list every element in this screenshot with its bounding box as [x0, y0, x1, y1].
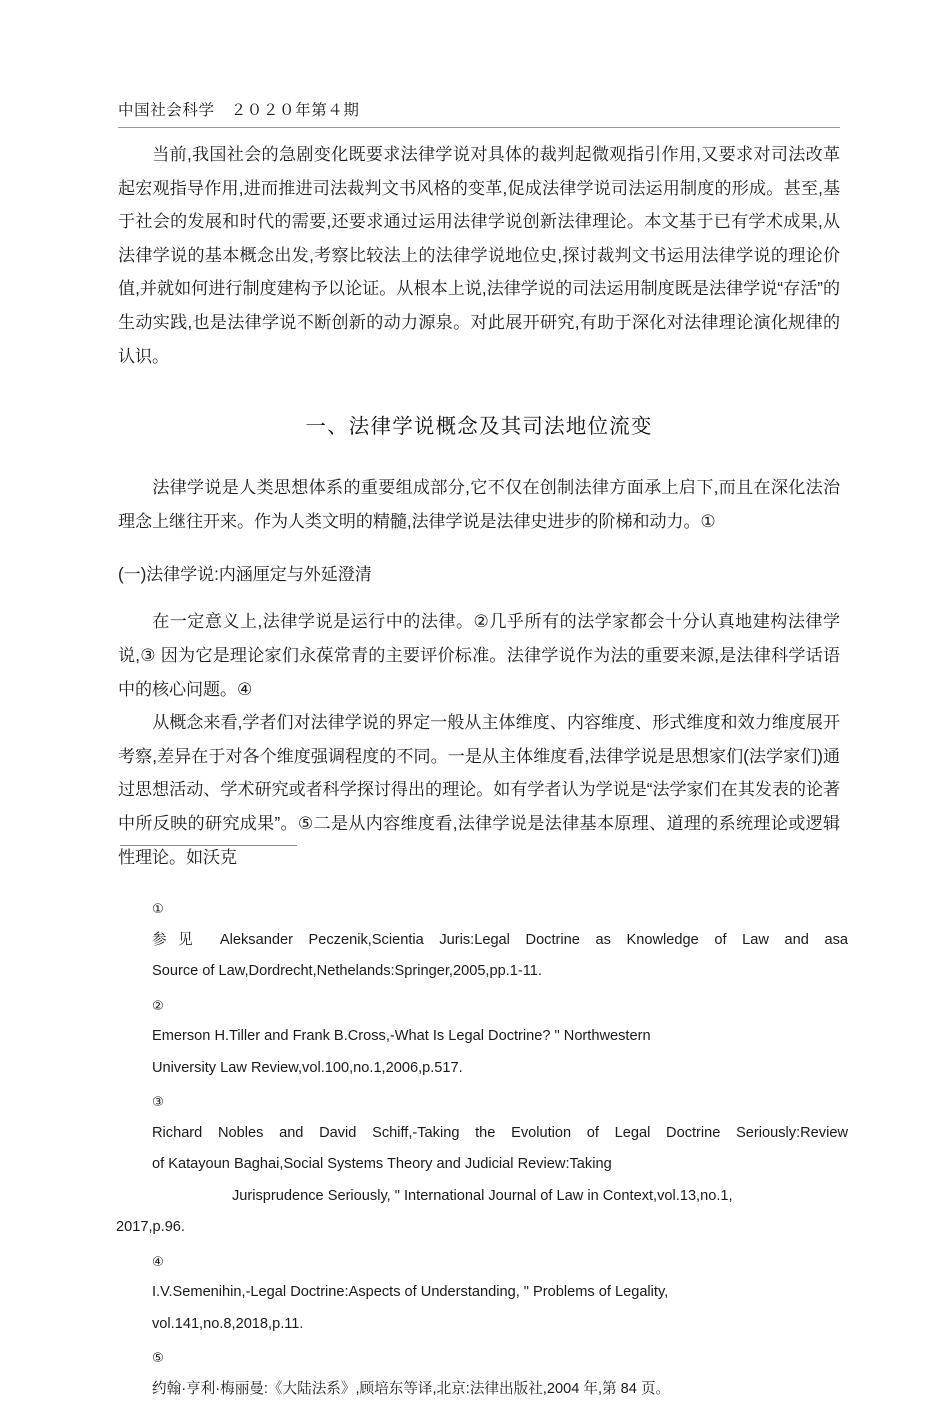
footnote-text [152, 997, 848, 1085]
footnote-text [152, 900, 848, 988]
footnote-item-3 [116, 1086, 848, 1244]
footnote-marker: ③ [152, 1094, 164, 1109]
footnote-marker: ② [152, 997, 164, 1013]
paragraph-dimensions: 从概念来看,学者们对法律学说的界定一般从主体维度、内容维度、形式维度和效力维度展开考察,差异在于对各个维度强调程度的不同。一是从主体维度看,法律学说是思想家们(法学家们)通过思想活动、学术研究或者科学探讨得出的理论。如有学者认为学说是“法学家们在其发表的论著中所反映的研究成果”。⑤二是从内容维度看,法律学说是法律基本原理、道理的系统理论或逻辑性理论。如沃克 [118, 713, 840, 867]
footnote-line: Source of Law,Dordrecht,Nethelands:Springer,2005,pp.1-11. [152, 963, 542, 979]
footnote-line: 约翰·亨利·梅丽曼:《大陆法系》,顾培东等译,北京:法律出版社,2004 年,第 84 页。 [152, 1380, 671, 1397]
footnote-marker: ⑤ [152, 1350, 164, 1365]
footnote-text [152, 1349, 848, 1405]
sub-heading-1-1: (一)法律学说:内涵厘定与外延澄清 [118, 565, 372, 585]
footnote-item-2 [152, 990, 848, 1085]
footnote-line: vol.141,no.8,2018,p.11. [152, 1315, 304, 1332]
running-head [118, 98, 840, 120]
paragraph-intro: 当前,我国社会的急剧变化既要求法律学说对具体的裁判起微观指引作用,又要求对司法改革起宏观指导作用,进而推进司法裁判文书风格的变革,促成法律学说司法运用制度的形成。甚至,基于社会的发展和时代的需要,还要求通过运用法律学说创新法律理论。本文基于已有学术成果,从法律学说的基本概念出发,考察比较法上的法律学说地位史,探讨裁判文书运用法律学说的理论价值,并就如何进行制度建构予以论证。从根本上说,法律学说的司法运用制度既是法律学说“存活”的生动实践,也是法律学说不断创新的动力源泉。对此展开研究,有助于深化对法律理论演化规律的认识。 [118, 145, 840, 366]
footnote-list [116, 893, 848, 1407]
footnote-line: I.V.Semenihin,‑Legal Doctrine:Aspects of Understanding, " Problems of Legality, [152, 1284, 669, 1300]
footnote-line: Emerson H.Tiller and Frank B.Cross,‑What Is Legal Doctrine? " Northwestern [152, 1028, 651, 1044]
footnote-line: of Katayoun Baghai,Social Systems Theory and Judicial Review:Taking [152, 1156, 612, 1172]
section-heading-1: 一、法律学说概念及其司法地位流变 [305, 415, 653, 439]
footnote-line: University Law Review,vol.100,no.1,2006,p.517. [152, 1059, 463, 1076]
paragraph-definition: 在一定意义上,法律学说是运行中的法律。②几乎所有的法学家都会十分认真地建构法律学说,③ 因为它是理论家们永葆常青的主要评价标准。法律学说作为法的重要来源,是法律科学话语中的核心问题。④ [118, 612, 840, 699]
footnote-line: 2017,p.96. [116, 1219, 185, 1235]
footnote-marker: ④ [152, 1253, 164, 1269]
footnote-line: Richard Nobles and David Schiff,‑Taking the Evolution of Legal Doctrine Seriously:Review [152, 1124, 848, 1141]
running-head-text: 中国社会科学 ２０２０年第４期 [118, 102, 360, 119]
footnote-line: 参见 Aleksander Peczenik,Scientia Juris:Legal Doctrine as Knowledge of Law and asa [152, 931, 848, 948]
footnote-item-5 [152, 1342, 848, 1405]
footnote-item-1 [152, 893, 848, 988]
footnote-marker: ① [152, 901, 164, 916]
footnote-separator-rule [120, 845, 297, 846]
footnote-item-4 [152, 1246, 848, 1341]
article-body [118, 138, 840, 874]
footnote-text [116, 1093, 848, 1244]
footnote-text [152, 1253, 848, 1341]
footnote-line: Jurisprudence Seriously, " International Journal of Law in Context,vol.13,no.1, [232, 1187, 733, 1204]
paragraph-section-lead: 法律学说是人类思想体系的重要组成部分,它不仅在创制法律方面承上启下,而且在深化法治理念上继往开来。作为人类文明的精髓,法律学说是法律史进步的阶梯和动力。① [118, 478, 840, 531]
header-divider-rule [118, 127, 840, 128]
